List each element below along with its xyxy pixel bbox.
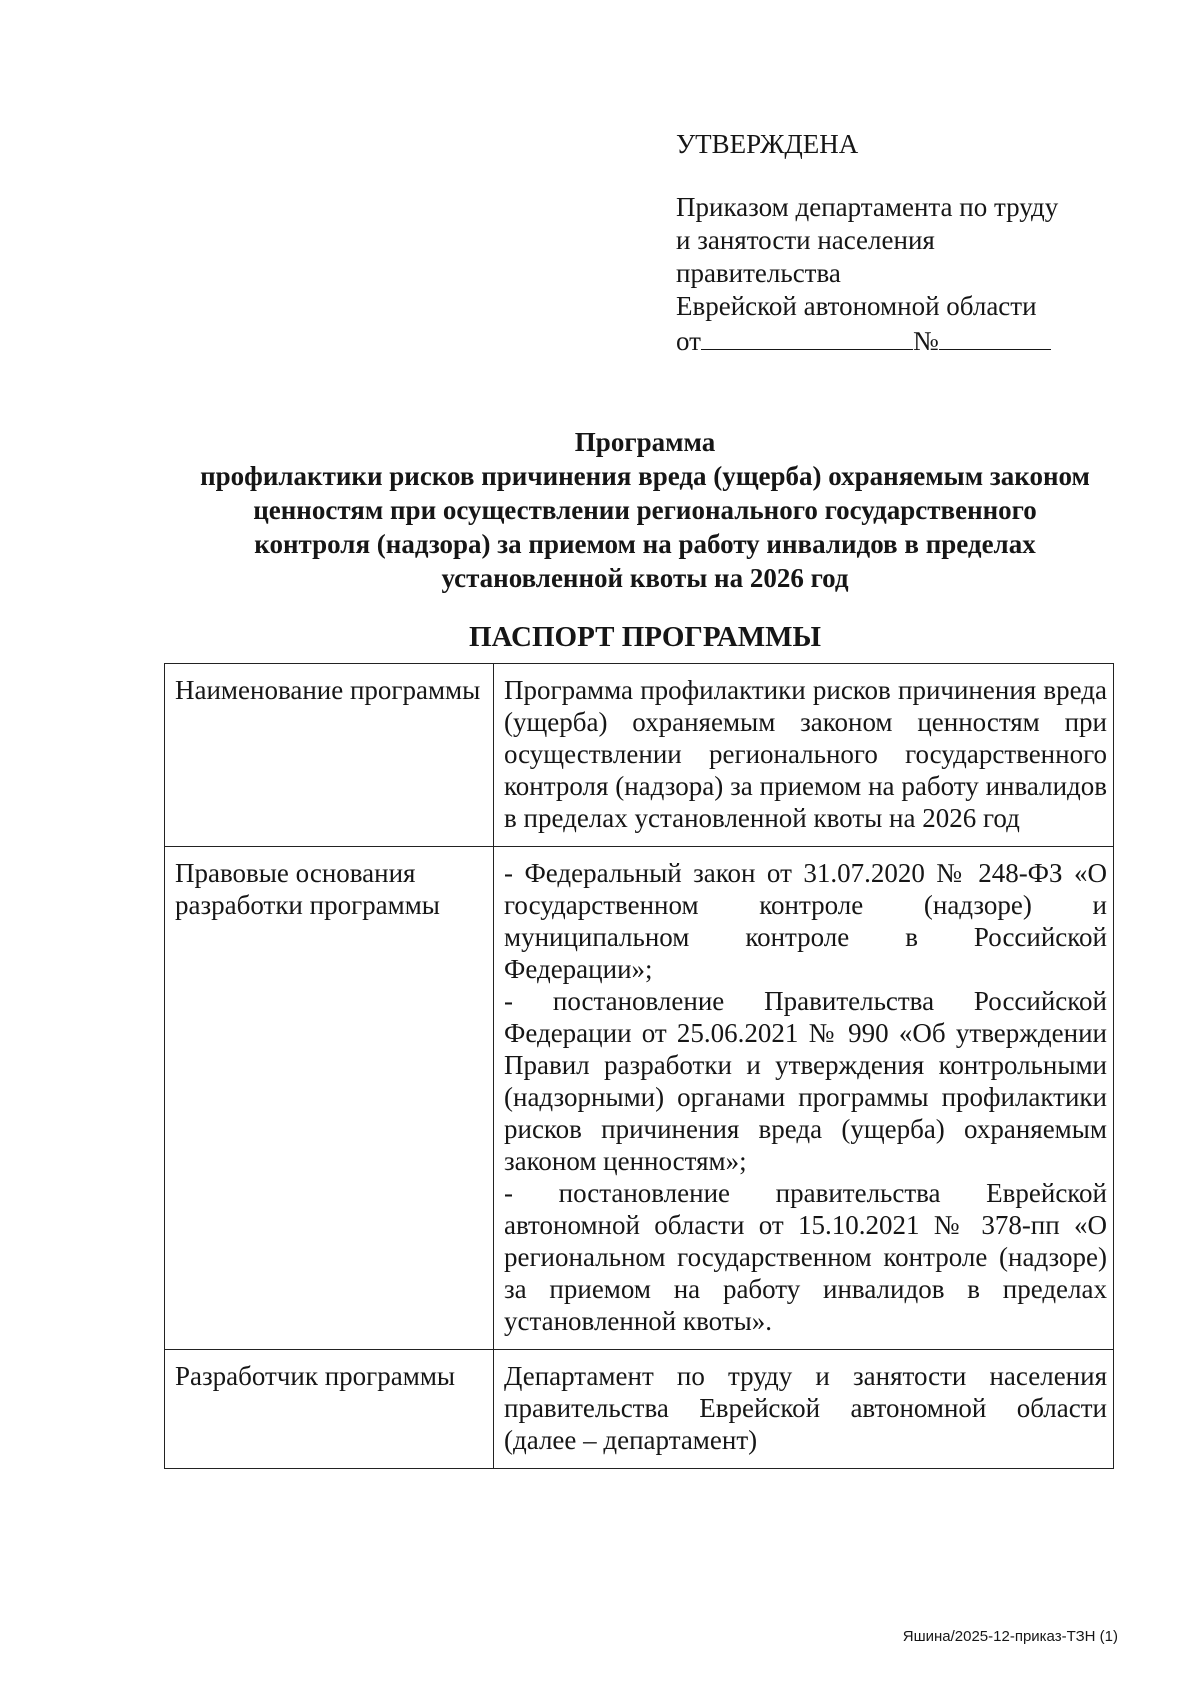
approval-order-line-4: Еврейской автономной области [676, 291, 1037, 321]
developer-text: Департамент по труду и занятости населения правительства Еврейской автономной области (далее – департамент) [504, 1361, 1107, 1455]
passport-table [164, 663, 1114, 1469]
table-row [165, 1350, 1114, 1469]
date-prefix: от [676, 326, 701, 356]
title-line-2: профилактики рисков причинения вреда (ущерба) охраняемым законом [200, 461, 1090, 491]
row-label-legal-basis: Правовые основания разработки программы [165, 847, 494, 1350]
number-label: № [912, 326, 939, 356]
row-value-program-name [494, 664, 1114, 847]
passport-heading: ПАСПОРТ ПРОГРАММЫ [468, 621, 822, 653]
row-label-developer: Разработчик программы [165, 1350, 494, 1469]
date-blank-field [701, 323, 913, 350]
title-line-1: Программа [574, 427, 716, 457]
legal-basis-item-2: - постановление Правительства Российской Федерации от 25.06.2021 № 990 «Об утверждении Правил разработки и утверждения контрольными (надзорными) органами программы профилактики рисков причинения вреда (ущерба) охраняемым законом ценностям»; [504, 986, 1107, 1176]
approval-order-line-1: Приказом департамента по труду [676, 192, 1059, 222]
approved-heading: УТВЕРЖДЕНА [676, 129, 859, 159]
approval-order-line-3: правительства [676, 258, 841, 288]
program-name-text: Программа профилактики рисков причинения вреда (ущерба) охраняемым законом ценностям при осуществлении регионального государственного контроля (надзора) за приемом на работу инвалидов в пределах установленной квоты на 2026 год [504, 675, 1107, 833]
program-title [150, 425, 1140, 595]
table-row [165, 847, 1114, 1350]
approval-order-line-2: и занятости населения [676, 225, 935, 255]
footer-document-code: Яшина/2025-12-приказ-ТЗН (1) [902, 1628, 1118, 1645]
title-line-5: установленной квоты на 2026 год [441, 563, 849, 593]
approval-stamp [676, 128, 1096, 358]
row-value-developer [494, 1350, 1114, 1469]
approval-date-number-line [676, 323, 1096, 358]
title-line-3: ценностям при осуществлении регионального государственного [253, 495, 1037, 525]
row-label-program-name: Наименование программы [165, 664, 494, 847]
table-row [165, 664, 1114, 847]
title-line-4: контроля (надзора) за приемом на работу инвалидов в пределах [254, 529, 1036, 559]
legal-basis-item-3: - постановление правительства Еврейской автономной области от 15.10.2021 № 378-пп «О региональном государственном контроле (надзоре) за приемом на работу инвалидов в пределах установленной квоты». [504, 1178, 1107, 1336]
legal-basis-item-1: - Федеральный закон от 31.07.2020 № 248-ФЗ «О государственном контроле (надзоре) и муниципальном контроле в Российской Федерации»; [504, 858, 1107, 984]
number-blank-field [939, 323, 1051, 350]
row-value-legal-basis [494, 847, 1114, 1350]
